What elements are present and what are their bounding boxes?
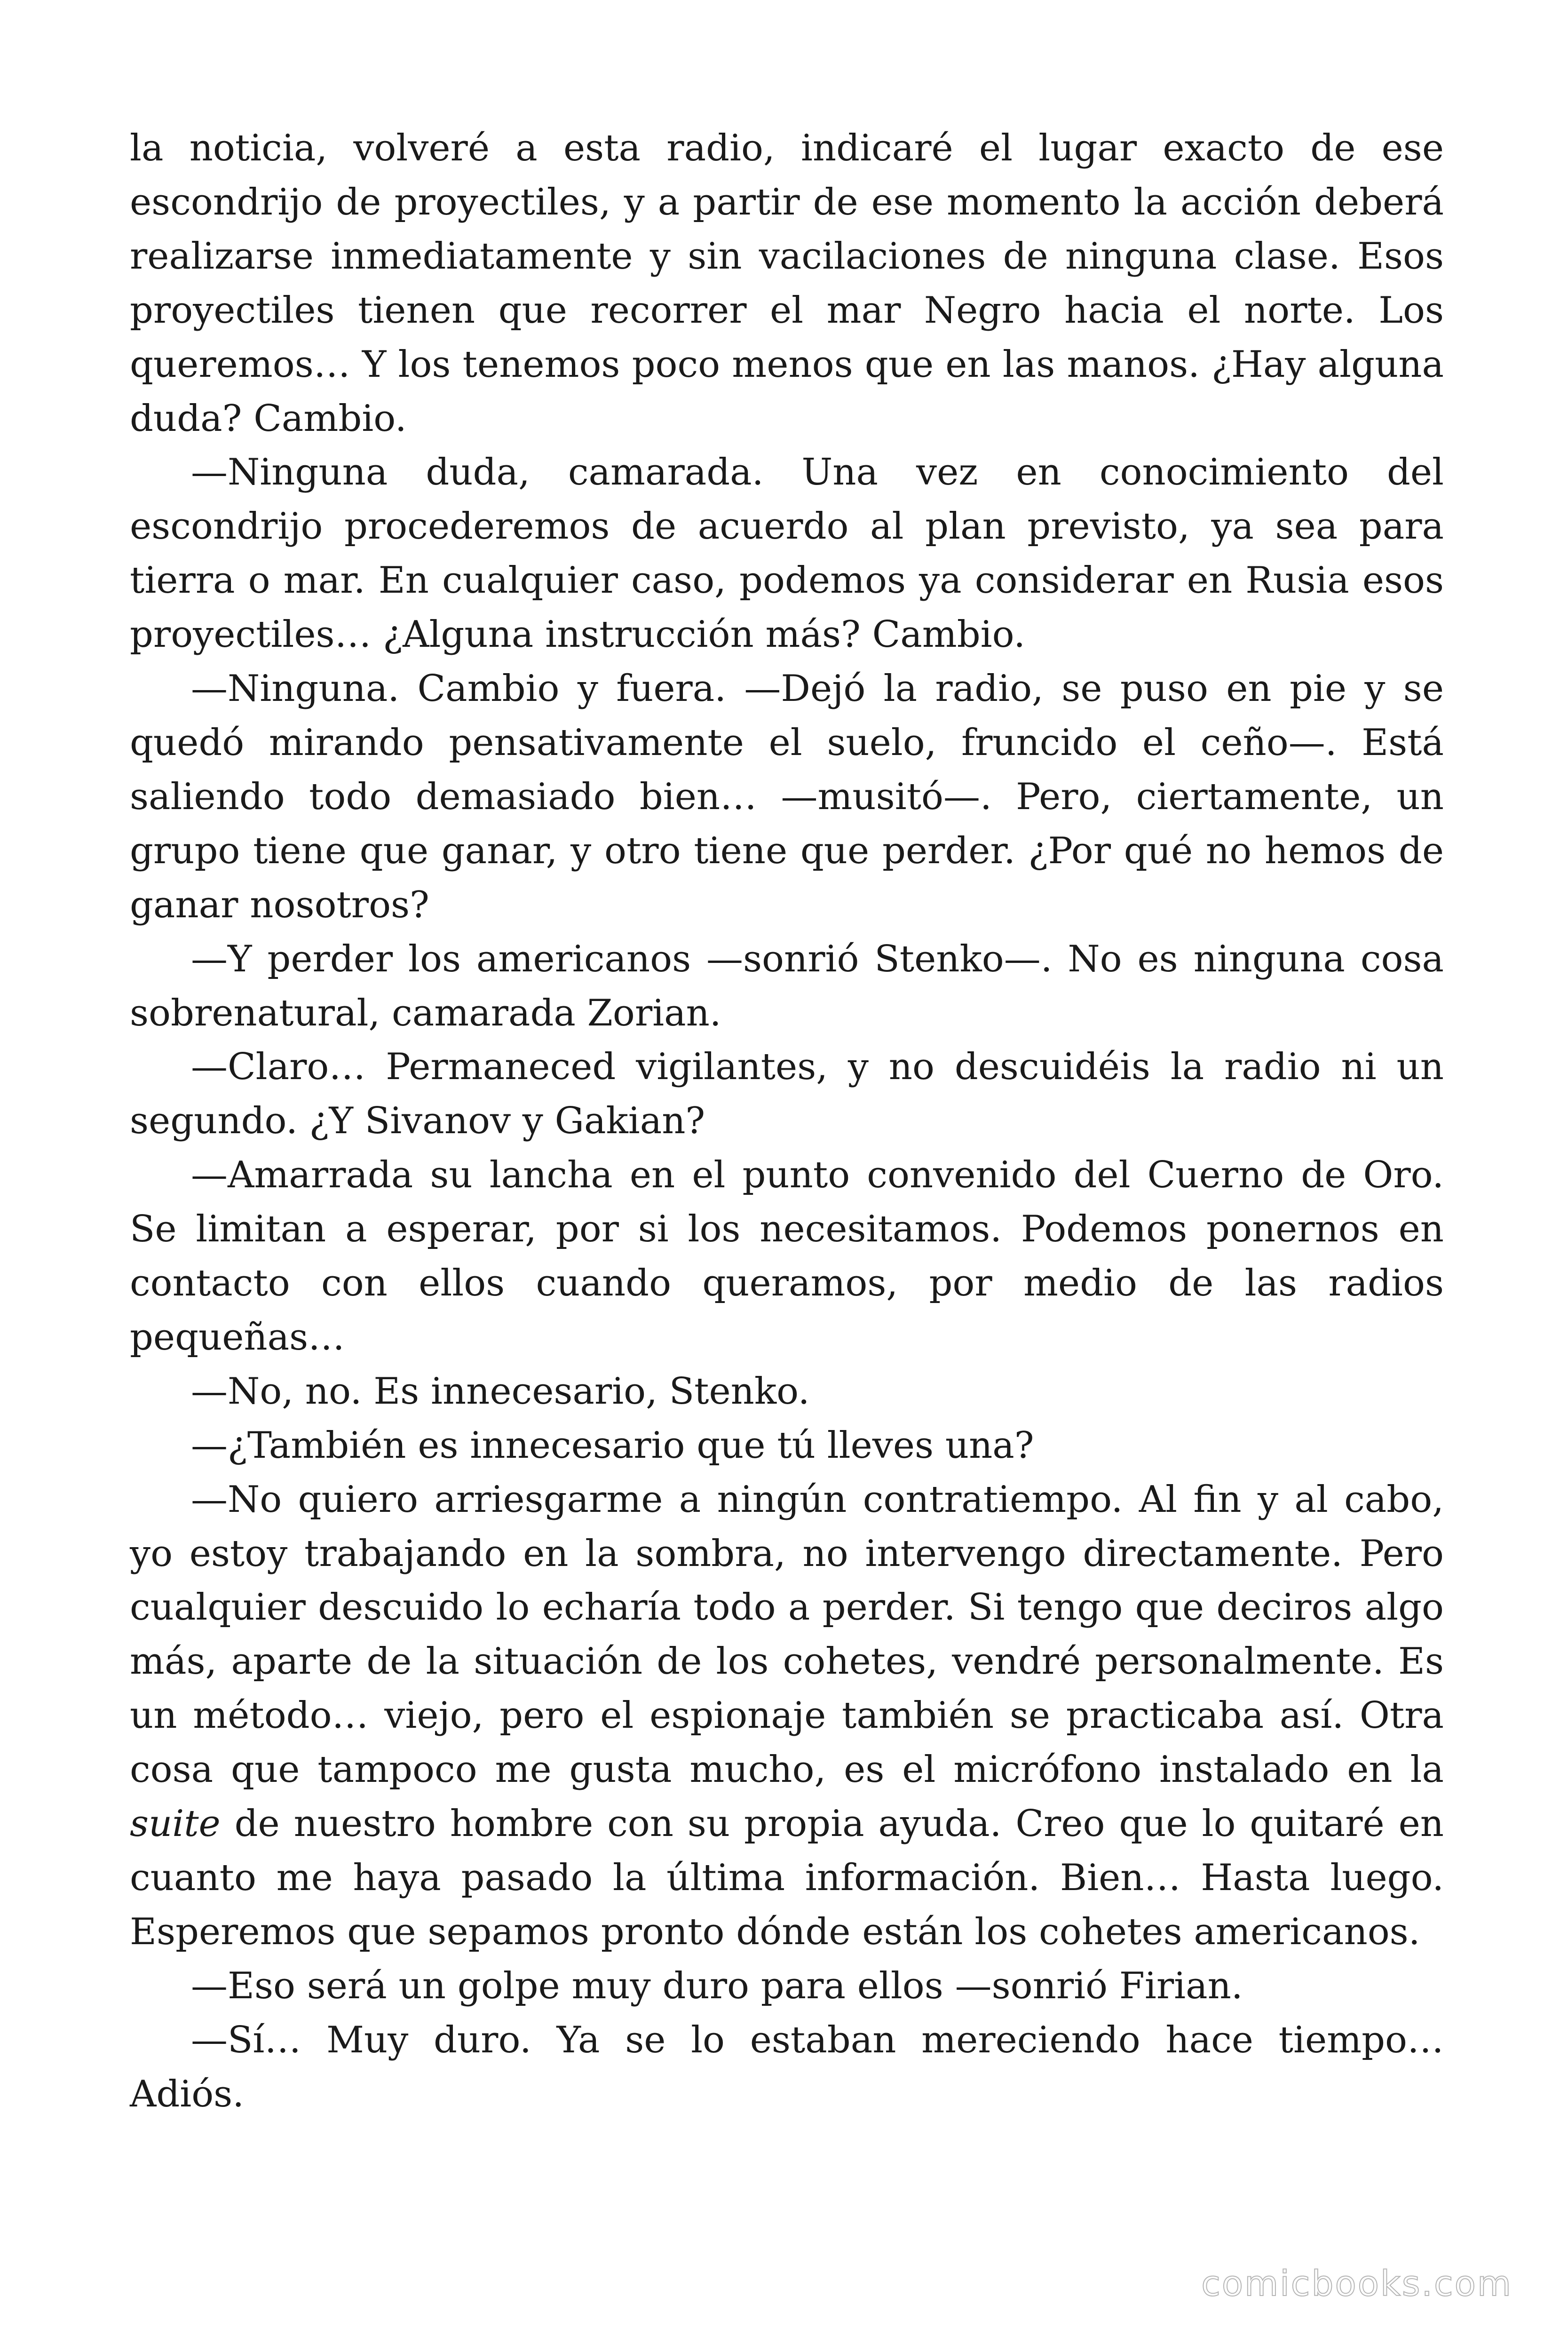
body-text [130,121,1444,2122]
paragraph [130,1959,1444,2013]
paragraph [130,1419,1444,1473]
paragraph [130,1040,1444,1148]
paragraph [130,445,1444,662]
paragraph-text: —No, no. Es innecesario, Stenko. [191,1370,810,1413]
paragraph-text: —Ninguna duda, camarada. Una vez en conocimiento del escondrijo procederemos de acuerdo al plan previsto, ya sea para tierra o mar. En cualquier caso, podemos ya considerar en Rusia esos proyectiles… ¿Alguna instrucción más? Cambio. [130,451,1444,656]
paragraph [130,662,1444,932]
paragraph-text: —¿También es innecesario que tú lleves una? [191,1424,1034,1467]
paragraph-text: —Y perder los americanos —sonrió Stenko—. No es ninguna cosa sobrenatural, camarada Zorian. [130,938,1444,1034]
paragraph [130,1148,1444,1365]
paragraph [130,932,1444,1041]
paragraph-text: —Sí… Muy duro. Ya se lo estaban mereciendo hace tiempo… Adiós. [130,2018,1444,2115]
paragraph [130,1365,1444,1419]
paragraph-text: —Ninguna. Cambio y fuera. —Dejó la radio, se puso en pie y se quedó mirando pensativamente el suelo, fruncido el ceño—. Está saliendo todo demasiado bien… —musitó—. Pero, ciertamente, un grupo tiene que ganar, y otro tiene que perder. ¿Por qué no hemos de ganar nosotros? [130,667,1444,926]
site-watermark: comicbooks.com [1201,2264,1513,2304]
italic-text: suite [130,1803,221,1845]
paragraph-text: —Eso será un golpe muy duro para ellos —sonrió Firian. [191,1964,1243,2007]
paragraph-text: —Claro… Permaneced vigilantes, y no descuidéis la radio ni un segundo. ¿Y Sivanov y Gakian? [130,1046,1444,1143]
paragraph [130,121,1444,445]
paragraph-text: la noticia, volveré a esta radio, indicaré el lugar exacto de ese escondrijo de proyectiles, y a partir de ese momento la acción deberá realizarse inmediatamente y sin vacilaciones de ninguna clase. Esos proyectiles tienen que recorrer el mar Negro hacia el norte. Los queremos… Y los tenemos poco menos que en las manos. ¿Hay alguna duda? Cambio. [130,127,1444,440]
paragraph [130,2013,1444,2122]
paragraph-text: de nuestro hombre con su propia ayuda. Creo que lo quitaré en cuanto me haya pasado la última información. Bien… Hasta luego. Esperemos que sepamos pronto dónde están los cohetes americanos. [130,1803,1444,1953]
paragraph-text: —Amarrada su lancha en el punto convenido del Cuerno de Oro. Se limitan a esperar, por si los necesitamos. Podemos ponernos en contacto con ellos cuando queramos, por medio de las radios pequeñas… [130,1154,1444,1359]
paragraph-text: —No quiero arriesgarme a ningún contratiempo. Al fin y al cabo, yo estoy trabajando en la sombra, no intervengo directamente. Pero cualquier descuido lo echaría todo a perder. Si tengo que deciros algo más, aparte de la situación de los cohetes, vendré personalmente. Es un método… viejo, pero el espionaje también se practicaba así. Otra cosa que tampoco me gusta mucho, es el micrófono instalado en la [130,1478,1444,1791]
paragraph [130,1473,1444,1959]
